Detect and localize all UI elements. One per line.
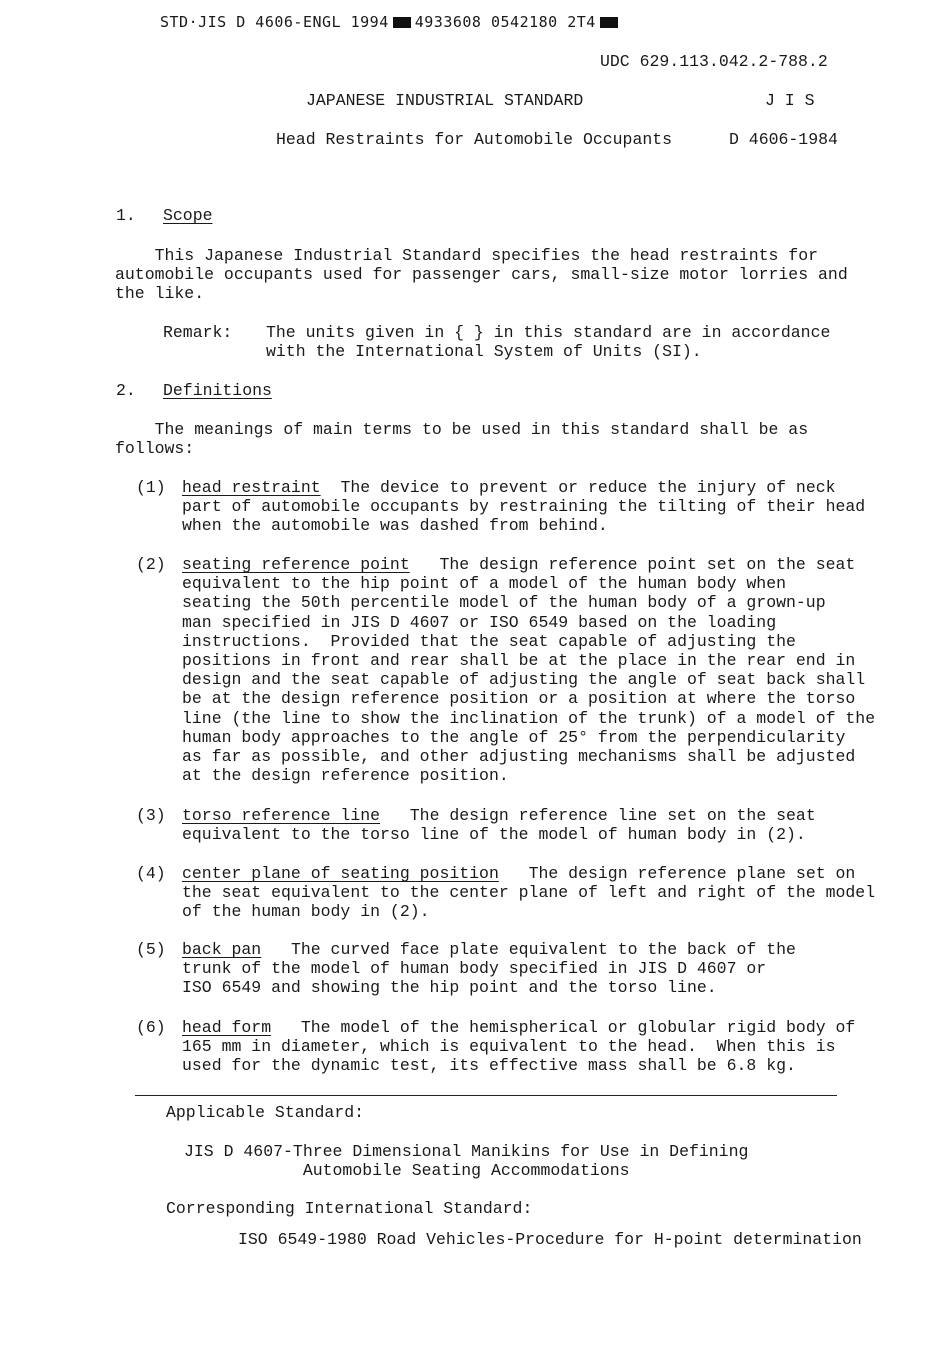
definition-2-text: The design reference point set on the seat equivalent to the hip point of a model of the human body when seating the 50th percentile model of the human body of a grown-up man specified in JIS D 4607 or ISO 6549 based on the loading instructions. Provided that the seat capable of adjusting the positions in front and rear shall be at the place in the rear end in design and the seat capable of adjusting the angle of seat back shall be at the design reference position or a position at where the torso line (the line to show the inclination of the trunk) of a model of the human body approaches to the angle of 25° from the perpendicularity as far as possible, and other adjusting mechanisms shall be adjusted at the design reference position. [182,555,876,786]
definition-1-number: (1) [136,478,166,497]
definition-3-term: torso reference line [182,806,381,825]
definition-1-term: head restraint [182,478,321,497]
section-2-heading: Definitions [163,381,272,400]
definition-1-text: The device to prevent or reduce the injury of neck part of automobile occupants by restraining the tilting of their head when the automobile was dashed from behind. [182,478,866,536]
remark-label: Remark: [163,323,233,342]
document-title: Head Restraints for Automobile Occupants [276,130,673,149]
definition-6-text: The model of the hemispherical or globular rigid body of 165 mm in diameter, which is equivalent to the head. When this is used for the dynamic test, its effective mass shall be 6.8 kg. [182,1018,856,1076]
udc-number: UDC 629.113.042.2-788.2 [600,52,828,71]
definition-3-number: (3) [136,806,166,825]
definition-6 [182,1018,855,1076]
definition-4-number: (4) [136,864,166,883]
definition-5-text: The curved face plate equivalent to the back of the trunk of the model of human body specified in JIS D 4607 or ISO 6549 and showing the hip point and the torso line. [182,940,796,998]
definition-4-text: The design reference plane set on the seat equivalent to the center plane of left and right of the model of the human body in (2). [182,864,876,922]
definition-4 [182,864,875,922]
block-mark-2 [600,17,618,28]
definition-4-term: center plane of seating position [182,864,499,883]
section-2-number: 2. [116,381,136,400]
applicable-standard-text: JIS D 4607-Three Dimensional Manikins for Use in Defining Automobile Seating Accommodations [184,1142,749,1181]
definition-5-term: back pan [182,940,262,959]
definition-2-term: seating reference point [182,555,410,574]
international-standard-text: ISO 6549-1980 Road Vehicles-Procedure for H-point determination [238,1230,862,1249]
document-code-part1: STD·JIS D 4606-ENGL 1994 [160,13,389,31]
definition-5 [182,940,796,998]
document-code-part2: 4933608 0542180 2T4 [414,13,596,31]
definitions-intro: The meanings of main terms to be used in this standard shall be as follows: [115,420,809,459]
definition-2 [182,555,875,785]
definition-6-term: head form [182,1018,272,1037]
remark-text: The units given in { } in this standard are in accordance with the International System of Units (SI). [266,323,831,362]
international-standard-label: Corresponding International Standard: [166,1199,533,1218]
definition-3-text: The design reference line set on the seat equivalent to the torso line of the model of human body in (2). [182,806,816,845]
definition-2-number: (2) [136,555,166,574]
standard-number: D 4606-1984 [729,130,838,149]
applicable-standard-label: Applicable Standard: [166,1103,365,1122]
definition-6-number: (6) [136,1018,166,1037]
definition-1 [182,478,865,536]
section-1-heading: Scope [163,206,213,225]
definition-3 [182,806,816,844]
definition-5-number: (5) [136,940,166,959]
footnote-divider [135,1095,837,1096]
standard-type: JAPANESE INDUSTRIAL STANDARD [306,91,584,110]
jis-label: J I S [765,91,815,110]
scope-paragraph: This Japanese Industrial Standard specifies the head restraints for automobile occupants used for passenger cars, small-size motor lorries and the like. [115,246,848,304]
block-mark-1 [393,17,411,28]
document-code-line [160,13,622,32]
section-1-number: 1. [116,206,136,225]
